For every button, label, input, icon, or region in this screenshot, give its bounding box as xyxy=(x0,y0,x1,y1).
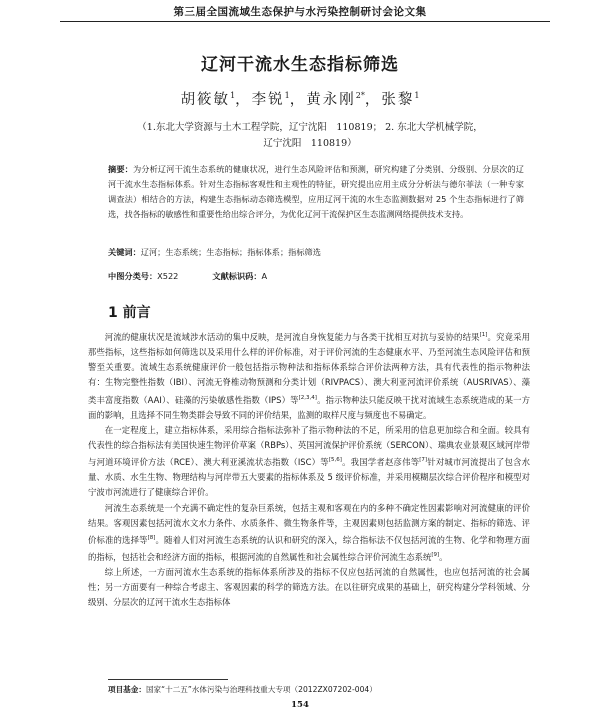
author-affil-mark: 1 xyxy=(414,91,420,101)
keywords-text: 辽河；生态系统；生态指标；指标体系；指标筛选 xyxy=(140,247,321,257)
abstract-text: 为分析辽河干流生态系统的健康状况，进行生态风险评估和预测，研究构建了分类别、分级别、分层次的辽河干流水生态指标体系。针对生态指标客观性和主观性的特征，研究提出应用主成分分析法与德尔菲法（一种专家调查法）相结合的方法，构建生态指标动态筛选模型，应用辽河干流的水生态监测数据对 25 个生态指标进行了筛选，找各指标的敏感性和重要性给出综合评分，为优化辽河干流保护区生态监测网络提供技术支持。 xyxy=(108,164,524,219)
keywords xyxy=(108,247,524,258)
section-heading: 1 前言 xyxy=(108,305,151,321)
paragraph-text: 河流生态系统是一个充满不确定性的复杂巨系统，包括主观和客观在内的多种不确定性因素影响对河流健康的评价结果。客观因素包括河流水文水力条件、水质条件、微生物条件等，主观因素则包括监测方案的制定、指标的筛选、评价标准的选择等 xyxy=(88,502,530,545)
running-head: 第三届全国流域生态保护与水污染控制研讨会论文集 xyxy=(173,6,427,18)
author-name: 胡筱敏 xyxy=(180,92,231,108)
paragraph-text: 。究竟采用那些指标，这些指标如何筛选以及采用什么样的评价标准，对于评价河流的生态健康水平、乃至河流生态风险评估和预警至关重要。流域生态系统健康评价一般包括指示物种法和指标体系综合评价法两种方法，具有代表性的指示物种法有：生物完整性指数（IBI）、河流无脊椎动物预测和分类计划（RIVPACS）、澳大利亚河流评价系统（AUSRIVAS）、藻类丰富度指数（AAI）、硅藻的污染敏感性指数（IPS）等 xyxy=(88,331,530,405)
paragraph-text: 。我国学者赵彦伟等 xyxy=(341,457,420,468)
citation-ref: [7] xyxy=(419,457,428,464)
abstract xyxy=(108,162,524,222)
keywords-label: 关键词： xyxy=(108,247,141,257)
author-affil-mark: 1 xyxy=(284,91,290,101)
affiliation-line: （1.东北大学资源与土木工程学院，辽宁沈阳 110819； 2. 东北大学机械学院， xyxy=(137,122,483,133)
paragraph-text: 。随着人们对河流生态系统的认识和研究的深入，综合指标法不仅包括河流的生物、化学和物理方面的指标，包括社会和经济方面的指标，根据河流的自然属性和社会属性综合评价河流生态系统 xyxy=(88,534,531,562)
author-list xyxy=(0,88,600,109)
author-separator: ， xyxy=(289,92,307,108)
header-rule xyxy=(60,21,550,22)
paragraph-text: 针对城市河流提出了包含水量、水质、水生生物、物理结构与河岸带五大要素的指标体系及 5 级评价标准，并采用模糊层次综合评价程序和模型对宁波市河流进行了健康综合评价。 xyxy=(88,457,531,498)
citation-ref: [8] xyxy=(147,535,156,542)
author-affil-mark: 2* xyxy=(355,91,365,101)
affiliations xyxy=(120,120,500,152)
classification-line xyxy=(108,271,267,282)
doc-code-value: A xyxy=(261,271,268,281)
citation-ref: [2,3,4] xyxy=(298,394,317,401)
paragraph-text: 综上所述，一方面河流水生态系统的指标体系所涉及的指标不仅应包括河流的自然属性，也应包括河流的社会属性；另一方面要有一种综合考虑主、客观因素的科学的筛选方法。在以往研究成果的基础上，研究构建分学科领域、分级别、分层次的辽河干流水生态指标体 xyxy=(88,567,530,608)
citation-ref: [5,6] xyxy=(328,457,342,464)
paragraph-text: 河流的健康状况是流域涉水活动的集中反映，是河流自身恢复能力与各类干扰相互对抗与妥协的结果 xyxy=(104,331,480,342)
footnote-label: 项目基金： xyxy=(108,685,146,694)
clc-label: 中图分类号： xyxy=(108,271,158,281)
author-separator: ， xyxy=(364,92,382,108)
footnote xyxy=(108,684,377,695)
paper-title: 辽河干流水生态指标筛选 xyxy=(201,55,399,75)
doc-code-label: 文献标识码： xyxy=(212,271,262,281)
page-number: 154 xyxy=(291,700,309,710)
author-name: 黄永刚 xyxy=(306,92,356,108)
citation-ref: [9] xyxy=(431,552,440,559)
affiliation-line: 辽宁沈阳 110819） xyxy=(263,138,357,149)
body-paragraph xyxy=(88,423,530,501)
footnote-text: 国家“十二五”水体污染与治理科技重大专项（2012ZX07202-004） xyxy=(145,685,377,694)
abstract-label: 摘要： xyxy=(108,164,133,174)
author-affil-mark: 1 xyxy=(230,91,236,101)
footnote-rule xyxy=(108,679,228,680)
paragraph-text: 。指示物种法只能反映干扰对流域生态系统造成的某一方面的影响，且选择不同生物类群会导致不同的评价结果，监测的取样尺度与频度也不易确定。 xyxy=(88,394,531,420)
citation-ref: [1] xyxy=(479,332,488,338)
author-separator: ， xyxy=(235,92,252,108)
author-name: 李锐 xyxy=(251,92,285,108)
author-name: 张黎 xyxy=(381,92,415,108)
paragraph-text: 。 xyxy=(439,551,448,562)
body-paragraph xyxy=(88,501,530,565)
body-paragraph xyxy=(88,565,530,611)
paragraph-text: 在一定程度上，建立指标体系，采用综合指标法弥补了指示物种法的不足，所采用的信息更加综合和全面。较具有代表性的综合指标法有美国快速生物评价草案（RBPs）、英国河流保护评价系统（SERCON）、瑞典农业景观区域河岸带与河道环境评价方法（RCE）、澳大利亚溪流状态指数（ISC）等 xyxy=(88,424,530,468)
body-text xyxy=(88,328,530,611)
clc-value: X522 xyxy=(157,271,179,281)
body-paragraph xyxy=(88,328,530,423)
